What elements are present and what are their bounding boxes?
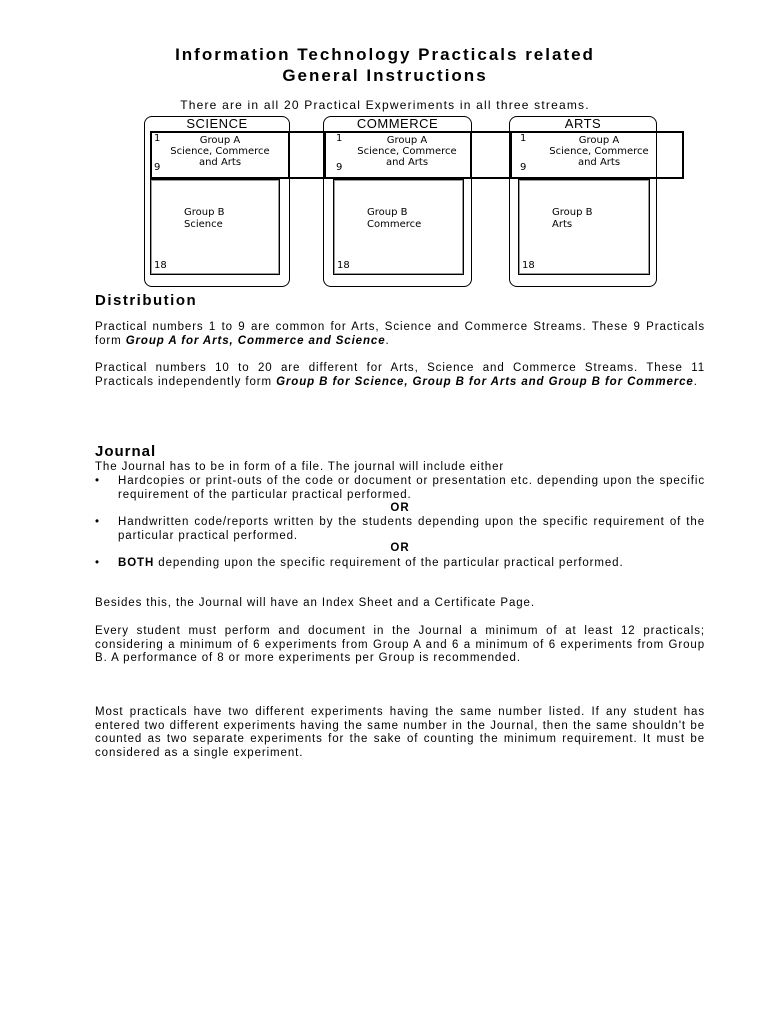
distribution-paragraph-2: Practical numbers 10 to 20 are different for Arts, Science and Commerce Streams. These 11 Practicals independently form Group B for Science, Group B for Arts and Group B for Commerce.	[95, 362, 705, 388]
group-a-start-number: 1	[154, 133, 161, 144]
group-b-box-science	[150, 179, 280, 275]
journal-index-paragraph: Besides this, the Journal will have an Index Sheet and a Certificate Page.	[95, 597, 535, 609]
group-a-start-number: 1	[336, 133, 343, 144]
page-title-line-1: Information Technology Practicals related	[175, 45, 595, 64]
group-a-emphasis: Group A for Arts, Commerce and Science	[125, 334, 386, 347]
journal-heading: Journal	[95, 443, 157, 460]
journal-bullet-2: • Handwritten code/reports written by the students depending upon the specific requirement of the particular practical performed.	[95, 516, 705, 542]
journal-same-number-paragraph: Most practicals have two different experiments having the same number listed. If any student has entered two different experiments having the same number in the Journal, then the same shouldn't be counted as two separate experiments for the sake of counting the minimum requirement. It must be considered as a single experiment.	[95, 706, 705, 759]
or-separator-2: OR	[390, 542, 410, 554]
distribution-paragraph-1: Practical numbers 1 to 9 are common for Arts, Science and Commerce Streams. These 9 Practicals form Group A for Arts, Commerce and Science.	[95, 321, 705, 347]
group-a-cell-commerce	[334, 133, 480, 177]
group-a-divider	[470, 133, 472, 177]
group-b-end-number: 18	[522, 260, 535, 271]
group-a-label: Group A Science, Commerce and Arts	[170, 135, 270, 168]
stream-title-commerce: COMMERCE	[356, 116, 439, 131]
group-a-label: Group A Science, Commerce and Arts	[357, 135, 457, 168]
group-a-end-number: 9	[154, 162, 161, 173]
both-emphasis: BOTH	[118, 557, 155, 569]
group-b-label: Group B Commerce	[367, 207, 422, 230]
group-a-end-number: 9	[520, 162, 527, 173]
page-title-line-2: General Instructions	[282, 66, 488, 85]
group-b-end-number: 18	[337, 260, 350, 271]
bullet-icon: •	[95, 557, 100, 569]
journal-bullet-3: • BOTH depending upon the specific requirement of the particular practical performed.	[95, 557, 624, 569]
or-separator-1: OR	[390, 502, 410, 514]
group-b-label: Group B Arts	[552, 207, 593, 230]
journal-minimum-paragraph: Every student must perform and document in the Journal a minimum of at least 12 practicals; considering a minimum of 6 experiments from Group A and 6 a minimum of 6 experiments from Group B. A performance of 8 or more experiments per Group is recommended.	[95, 625, 705, 664]
group-a-divider	[324, 133, 326, 177]
group-a-cell-science	[152, 133, 288, 177]
journal-bullet-1: • Hardcopies or print-outs of the code or document or presentation etc. depending upon the specific requirement of the particular practical performed.	[95, 475, 705, 501]
bullet-icon: •	[95, 516, 100, 528]
group-b-end-number: 18	[154, 260, 167, 271]
group-b-box-commerce	[333, 179, 464, 275]
bullet-icon: •	[95, 475, 100, 487]
journal-intro: The Journal has to be in form of a file. The journal will include either	[95, 461, 505, 473]
stream-title-arts: ARTS	[564, 116, 602, 131]
intro-text: There are in all 20 Practical Expweriments in all three streams.	[180, 98, 590, 112]
group-a-end-number: 9	[336, 162, 343, 173]
group-a-divider	[510, 133, 512, 177]
group-a-connector	[290, 133, 325, 177]
group-b-label: Group B Science	[184, 207, 225, 230]
group-b-emphasis: Group B for Science, Group B for Arts and Group B for Commerce	[276, 375, 694, 388]
group-a-row	[150, 131, 684, 179]
group-b-box-arts	[518, 179, 650, 275]
stream-title-science: SCIENCE	[186, 116, 248, 131]
group-a-cell-arts	[518, 133, 680, 177]
group-a-label: Group A Science, Commerce and Arts	[549, 135, 649, 168]
group-a-start-number: 1	[520, 133, 527, 144]
distribution-heading: Distribution	[95, 292, 198, 309]
